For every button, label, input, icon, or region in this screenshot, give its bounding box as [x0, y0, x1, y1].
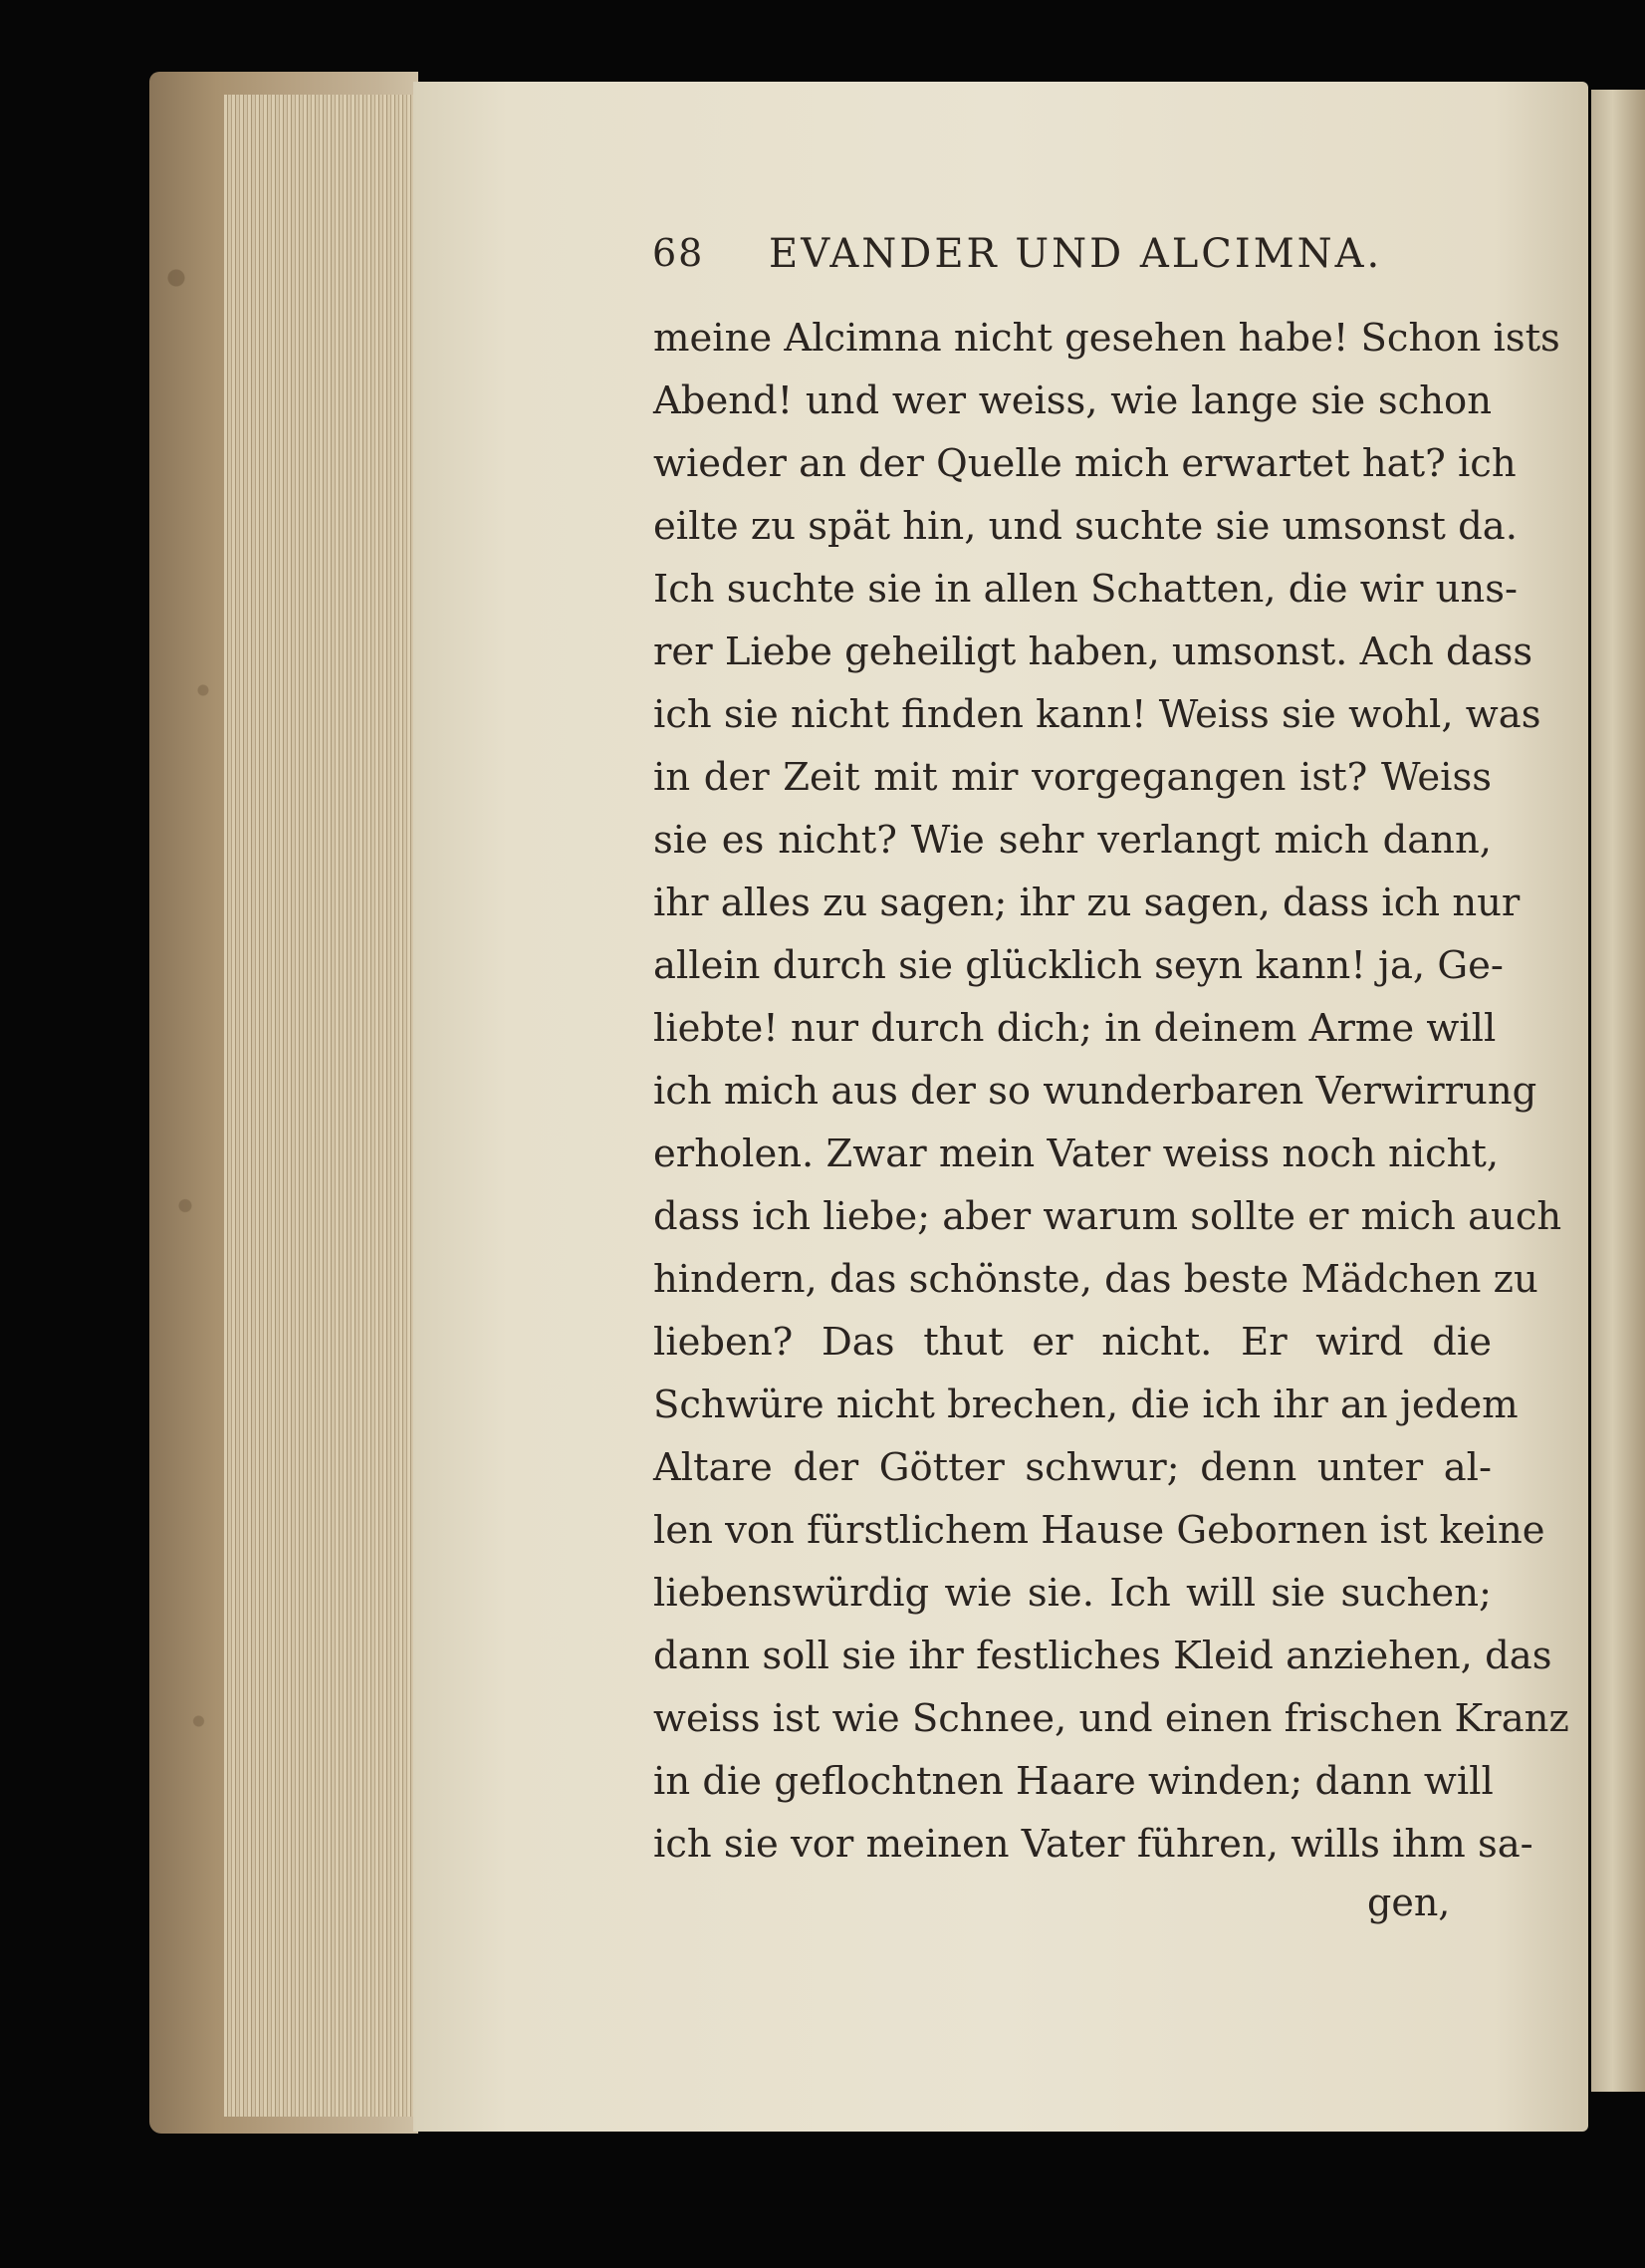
text-line: allein durch sie glücklich seyn kann! ja, Ge- — [653, 943, 1504, 988]
text-line: eilte zu spät hin, und suchte sie umsonst da. — [653, 504, 1518, 549]
text-line: erholen. Zwar mein Vater weiss noch nicht, — [653, 1132, 1500, 1176]
body-text — [653, 307, 1569, 1876]
text-line: ich sie vor meinen Vater führen, wills ihm sa- — [653, 1822, 1533, 1867]
text-line: sie es nicht? Wie sehr verlangt mich dann, — [653, 818, 1492, 863]
facing-page-edge — [1591, 90, 1645, 2092]
catchword: gen, — [1367, 1881, 1451, 1924]
page-header — [652, 231, 1383, 291]
text-line: liebenswürdig wie sie. Ich will sie suchen; — [653, 1571, 1492, 1616]
text-line: Schwüre nicht brechen, die ich ihr an jedem — [653, 1383, 1519, 1427]
text-line: hindern, das schönste, das beste Mädchen zu — [653, 1257, 1538, 1302]
text-line: dass ich liebe; aber warum sollte er mich auch — [653, 1194, 1562, 1239]
running-title: EVANDER UND ALCIMNA. — [769, 231, 1383, 277]
text-line: wieder an der Quelle mich erwartet hat? ich — [653, 441, 1517, 486]
text-line: Altare der Götter schwur; denn unter al- — [653, 1445, 1492, 1490]
text-line: meine Alcimna nicht gesehen habe! Schon ists — [653, 316, 1560, 361]
worn-edge-stains — [149, 72, 239, 2134]
text-line: len von fürstlichem Hause Gebornen ist keine — [653, 1508, 1545, 1553]
text-line: liebte! nur durch dich; in deinem Arme will — [653, 1006, 1497, 1051]
text-line: Abend! und wer weiss, wie lange sie schon — [653, 378, 1492, 423]
text-line: rer Liebe geheiligt haben, umsonst. Ach dass — [653, 630, 1533, 674]
text-line: Ich suchte sie in allen Schatten, die wir uns- — [653, 567, 1518, 612]
text-line: dann soll sie ihr festliches Kleid anziehen, das — [653, 1634, 1552, 1678]
text-line: in die geflochtnen Haare winden; dann will — [653, 1759, 1494, 1804]
text-line: weiss ist wie Schnee, und einen frischen Kranz — [653, 1696, 1569, 1741]
text-line: lieben? Das thut er nicht. Er wird die — [653, 1320, 1492, 1365]
text-line: in der Zeit mit mir vorgegangen ist? Weiss — [653, 755, 1492, 800]
page-block-stripes — [224, 95, 413, 2117]
page-number: 68 — [652, 231, 705, 275]
text-line: ich sie nicht finden kann! Weiss sie wohl, was — [653, 692, 1541, 737]
text-line: ich mich aus der so wunderbaren Verwirrung — [653, 1069, 1537, 1114]
text-line: ihr alles zu sagen; ihr zu sagen, dass ich nur — [653, 881, 1521, 925]
